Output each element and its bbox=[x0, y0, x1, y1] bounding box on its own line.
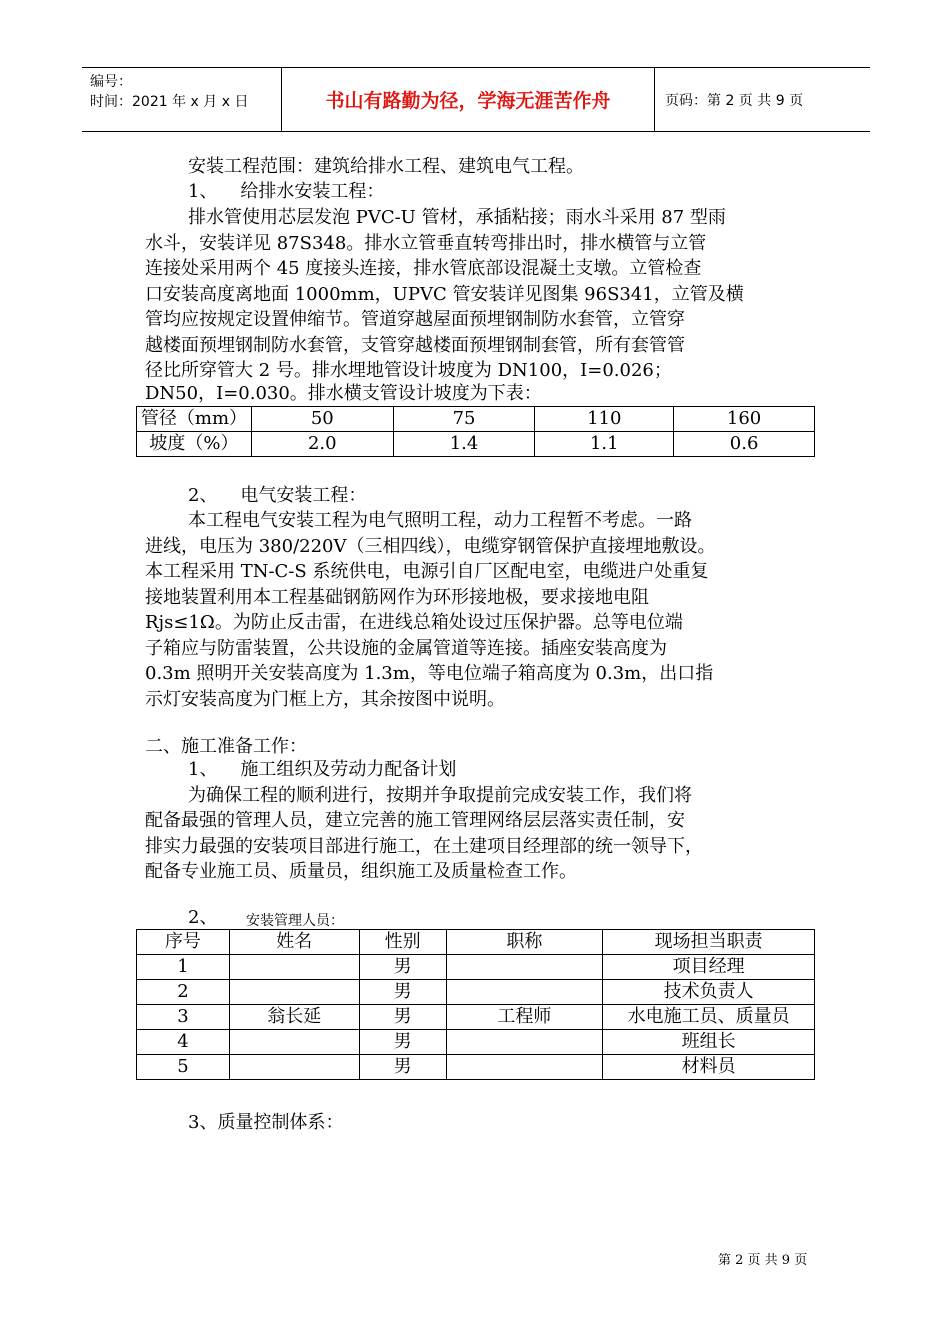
table-cell: 1 bbox=[137, 955, 230, 980]
paragraph-line: 口安装高度离地面 1000mm，UPVC 管安装详见图集 96S341，立管及横 bbox=[145, 284, 744, 305]
section-heading: 二、施工准备工作： bbox=[145, 736, 307, 757]
table-cell: 翁长延 bbox=[229, 1005, 359, 1030]
table-header-cell: 姓名 bbox=[229, 930, 359, 955]
header-page-number: 页码：第 2 页 共 9 页 bbox=[665, 93, 804, 109]
table-row bbox=[137, 407, 815, 432]
table-cell bbox=[229, 1030, 359, 1055]
table-cell: 1.4 bbox=[393, 432, 535, 457]
page-footer: 第 2 页 共 9 页 bbox=[718, 1253, 808, 1268]
table-cell bbox=[446, 1030, 603, 1055]
scope-line: 安装工程范围：建筑给排水工程、建筑电气工程。 bbox=[188, 156, 584, 177]
section-heading: 1、 施工组织及劳动力配备计划 bbox=[188, 759, 457, 780]
table-cell: 男 bbox=[359, 1055, 446, 1080]
table-cell: 160 bbox=[674, 407, 815, 432]
table-cell: 4 bbox=[137, 1030, 230, 1055]
table-cell: 水电施工员、质量员 bbox=[603, 1005, 815, 1030]
table-cell: 男 bbox=[359, 1005, 446, 1030]
table-cell: 坡度（%） bbox=[137, 432, 252, 457]
paragraph-line: 水斗，安装详见 87S348。排水立管垂直转弯排出时，排水横管与立管 bbox=[145, 233, 707, 254]
paragraph-line: 排实力最强的安装项目部进行施工，在土建项目经理部的统一领导下， bbox=[145, 836, 703, 857]
paragraph-line: 为确保工程的顺利进行，按期并争取提前完成安装工作，我们将 bbox=[188, 785, 692, 806]
table-cell bbox=[446, 1055, 603, 1080]
header-motto: 书山有路勤为径，学海无涯苦作舟 bbox=[325, 90, 611, 112]
table-cell bbox=[229, 980, 359, 1005]
table-cell: 110 bbox=[535, 407, 674, 432]
paragraph-line: Rjs≤1Ω。为防止反击雷，在进线总箱处设过压保护器。总等电位端 bbox=[145, 612, 683, 633]
table-header-cell: 现场担当职责 bbox=[603, 930, 815, 955]
table-cell: 班组长 bbox=[603, 1030, 815, 1055]
paragraph-line: 进线，电压为 380/220V（三相四线），电缆穿钢管保护直接埋地敷设。 bbox=[145, 536, 716, 557]
table-cell: 技术负责人 bbox=[603, 980, 815, 1005]
table-row bbox=[137, 432, 815, 457]
paragraph-line: 径比所穿管大 2 号。排水埋地管设计坡度为 DN100，I=0.026； bbox=[145, 360, 672, 381]
paragraph-line: 管均应按规定设置伸缩节。管道穿越屋面预埋钢制防水套管，立管穿 bbox=[145, 309, 685, 330]
table-cell: 男 bbox=[359, 980, 446, 1005]
paragraph-line: 越楼面预埋钢制防水套管，支管穿越楼面预埋钢制套管，所有套管管 bbox=[145, 335, 685, 356]
table-cell: 75 bbox=[393, 407, 535, 432]
table-cell bbox=[446, 980, 603, 1005]
paragraph-line: 本工程采用 TN-C-S 系统供电，电源引自厂区配电室，电缆进户处重复 bbox=[145, 561, 709, 582]
table-header-cell: 性别 bbox=[359, 930, 446, 955]
paragraph-line: DN50，I=0.030。排水横支管设计坡度为下表： bbox=[145, 383, 542, 404]
slope-table bbox=[136, 406, 815, 457]
table-row bbox=[137, 1055, 815, 1080]
paragraph-line: 示灯安装高度为门框上方，其余按图中说明。 bbox=[145, 689, 505, 710]
table-cell bbox=[229, 1055, 359, 1080]
header-number-label: 编号： bbox=[90, 74, 132, 90]
paragraph-line: 0.3m 照明开关安装高度为 1.3m，等电位端子箱高度为 0.3m，出口指 bbox=[145, 663, 714, 684]
table-cell: 50 bbox=[251, 407, 393, 432]
section-heading: 3、质量控制体系： bbox=[188, 1112, 344, 1133]
table-cell: 男 bbox=[359, 955, 446, 980]
header-meta bbox=[90, 72, 248, 112]
section-heading: 2、 bbox=[188, 907, 218, 928]
paragraph-line: 子箱应与防雷装置，公共设施的金属管道等连接。插座安装高度为 bbox=[145, 638, 667, 659]
page-header bbox=[82, 67, 870, 132]
paragraph-line: 连接处采用两个 45 度接头连接，排水管底部设混凝土支墩。立管检查 bbox=[145, 258, 702, 279]
table-cell bbox=[229, 955, 359, 980]
table-cell: 0.6 bbox=[674, 432, 815, 457]
section-heading: 安装管理人员： bbox=[246, 913, 344, 929]
header-time: 时间：2021 年 x 月 x 日 bbox=[90, 94, 249, 110]
section-heading: 1、 给排水安装工程： bbox=[188, 181, 385, 202]
table-row bbox=[137, 1030, 815, 1055]
section-heading: 2、 电气安装工程： bbox=[188, 485, 367, 506]
paragraph-line: 配备专业施工员、质量员，组织施工及质量检查工作。 bbox=[145, 861, 577, 882]
paragraph-line: 接地装置利用本工程基础钢筋网作为环形接地极，要求接地电阻 bbox=[145, 587, 649, 608]
table-cell bbox=[446, 955, 603, 980]
table-cell: 男 bbox=[359, 1030, 446, 1055]
paragraph-line: 本工程电气安装工程为电气照明工程，动力工程暂不考虑。一路 bbox=[188, 510, 692, 531]
table-header-cell: 序号 bbox=[137, 930, 230, 955]
paragraph-line: 配备最强的管理人员，建立完善的施工管理网络层层落实责任制，安 bbox=[145, 810, 685, 831]
table-cell: 管径（mm） bbox=[137, 407, 252, 432]
table-cell: 材料员 bbox=[603, 1055, 815, 1080]
table-row bbox=[137, 980, 815, 1005]
paragraph-line: 排水管使用芯层发泡 PVC-U 管材，承插粘接；雨水斗采用 87 型雨 bbox=[188, 207, 726, 228]
table-cell: 5 bbox=[137, 1055, 230, 1080]
header-divider bbox=[654, 68, 655, 131]
table-cell: 工程师 bbox=[446, 1005, 603, 1030]
table-cell: 3 bbox=[137, 1005, 230, 1030]
table-row bbox=[137, 955, 815, 980]
table-cell: 2 bbox=[137, 980, 230, 1005]
table-header-row bbox=[137, 930, 815, 955]
table-cell: 1.1 bbox=[535, 432, 674, 457]
table-cell: 项目经理 bbox=[603, 955, 815, 980]
table-row bbox=[137, 1005, 815, 1030]
table-cell: 2.0 bbox=[251, 432, 393, 457]
staff-table bbox=[136, 929, 815, 1080]
table-header-cell: 职称 bbox=[446, 930, 603, 955]
